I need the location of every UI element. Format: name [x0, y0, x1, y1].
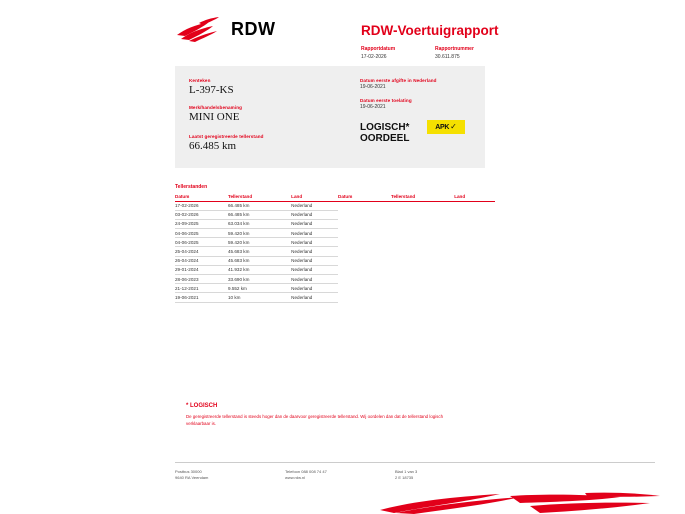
rdw-flame-logo-icon — [175, 16, 223, 42]
cell-spacer — [391, 265, 454, 274]
cell-datum: 28-06-2023 — [175, 275, 228, 284]
cell-land: Nederland — [291, 256, 338, 265]
cell-spacer — [454, 201, 495, 210]
table-body — [175, 201, 495, 302]
cell-spacer — [338, 201, 391, 210]
table-row — [175, 210, 495, 219]
cell-tellerstand: 10 km — [228, 293, 291, 302]
kenteken-value: L-397-KS — [189, 84, 234, 96]
cell-land: Nederland — [291, 293, 338, 302]
table-row — [175, 284, 495, 293]
cell-spacer — [454, 219, 495, 228]
cell-spacer — [338, 238, 391, 247]
footer-address-line1: Postbus 30000 — [175, 469, 202, 474]
cell-datum: 29-01-2024 — [175, 265, 228, 274]
rdw-logo — [175, 16, 276, 42]
cell-tellerstand: 45.683 km — [228, 256, 291, 265]
vehicle-summary-panel — [175, 66, 485, 168]
table-row — [175, 275, 495, 284]
cell-spacer — [391, 247, 454, 256]
cell-tellerstand: 66.485 km — [228, 201, 291, 210]
cell-land: Nederland — [291, 275, 338, 284]
apk-label: APK — [435, 123, 450, 131]
rdw-logo-text: RDW — [231, 18, 276, 39]
table-row — [175, 247, 495, 256]
table-header-row — [175, 193, 495, 201]
cell-tellerstand: 59.420 km — [228, 229, 291, 238]
table-row — [175, 229, 495, 238]
cell-datum: 19-06-2021 — [175, 293, 228, 302]
footer-address — [175, 469, 285, 514]
cell-datum: 24-09-2025 — [175, 219, 228, 228]
cell-land: Nederland — [291, 284, 338, 293]
cell-spacer — [391, 229, 454, 238]
cell-tellerstand: 59.420 km — [228, 238, 291, 247]
cell-datum: 25-04-2024 — [175, 247, 228, 256]
eerste-toelating-label: Datum eerste toelating — [360, 98, 412, 103]
report-date-field — [361, 46, 435, 60]
cell-spacer — [391, 201, 454, 210]
cell-land: Nederland — [291, 247, 338, 256]
footnote-body: De geregistreerde tellerstand is steeds hoger dan de daarvoor geregistreerde tellerstand. Wij oordelen dan dat de tellerstand logisch verklaarbaar is. — [186, 414, 444, 426]
cell-spacer — [338, 229, 391, 238]
cell-land: Nederland — [291, 238, 338, 247]
table-row — [175, 201, 495, 210]
cell-spacer — [454, 238, 495, 247]
cell-land: Nederland — [291, 265, 338, 274]
cell-spacer — [454, 229, 495, 238]
cell-spacer — [338, 256, 391, 265]
laatste-tellerstand-value: 66.485 km — [189, 140, 237, 152]
column-header-datum-left: Datum — [175, 193, 228, 201]
cell-spacer — [391, 210, 454, 219]
cell-spacer — [338, 284, 391, 293]
table-row — [175, 238, 495, 247]
cell-spacer — [391, 238, 454, 247]
cell-land: Nederland — [291, 201, 338, 210]
cell-tellerstand: 63.034 km — [228, 219, 291, 228]
oordeel-line-2: OORDEEL — [360, 133, 410, 144]
cell-datum: 21-12-2021 — [175, 284, 228, 293]
tellerstanden-title: Tellerstanden — [175, 184, 208, 190]
cell-spacer — [454, 275, 495, 284]
table-row — [175, 265, 495, 274]
cell-tellerstand: 45.683 km — [228, 247, 291, 256]
apk-badge — [427, 120, 465, 134]
cell-spacer — [454, 284, 495, 293]
footer-website[interactable]: www.rdw.nl — [285, 475, 306, 480]
cell-datum: 03-02-2026 — [175, 210, 228, 219]
cell-tellerstand: 9.552 km — [228, 284, 291, 293]
cell-spacer — [391, 293, 454, 302]
tellerstanden-section — [175, 184, 495, 303]
column-header-land-right: Land — [454, 193, 495, 201]
cell-spacer — [454, 210, 495, 219]
cell-datum: 04-06-2025 — [175, 229, 228, 238]
cell-datum: 17-02-2026 — [175, 201, 228, 210]
report-number-field — [435, 46, 509, 60]
table-row — [175, 293, 495, 302]
footnote-title: * LOGISCH — [186, 403, 218, 409]
report-meta — [361, 46, 509, 60]
report-date-value: 17-02-2026 — [361, 54, 387, 60]
page-number: Blad 1 van 3 — [395, 469, 418, 474]
eerste-afgifte-label: Datum eerste afgifte in Nederland — [360, 78, 437, 83]
cell-spacer — [391, 219, 454, 228]
cell-tellerstand: 66.485 km — [228, 210, 291, 219]
check-icon: ✓ — [450, 122, 457, 131]
cell-tellerstand: 41.932 km — [228, 265, 291, 274]
page-title: RDW-Voertuigrapport — [361, 23, 499, 38]
cell-land: Nederland — [291, 229, 338, 238]
cell-spacer — [391, 275, 454, 284]
oordeel-block — [360, 122, 409, 144]
cell-spacer — [338, 210, 391, 219]
document-header — [175, 10, 655, 58]
footer-contact — [285, 469, 395, 514]
cell-spacer — [454, 256, 495, 265]
report-number-label: Rapportnummer — [435, 46, 474, 52]
oordeel-line-1: LOGISCH* — [360, 122, 410, 133]
table-row — [175, 256, 495, 265]
table-row — [175, 219, 495, 228]
merk-label: Merk/handelsbenaming — [189, 105, 243, 110]
logisch-footnote — [186, 403, 456, 427]
cell-spacer — [454, 265, 495, 274]
tellerstanden-table — [175, 193, 495, 303]
footer-address-line2: 9640 RA Veendam — [175, 475, 209, 480]
cell-datum: 04-06-2025 — [175, 238, 228, 247]
report-number-value: 30.611.875 — [435, 54, 460, 60]
cell-spacer — [391, 284, 454, 293]
column-header-land-left: Land — [291, 193, 338, 201]
column-header-tellerstand-right: Tellerstand — [391, 193, 454, 201]
column-header-datum-right: Datum — [338, 193, 391, 201]
rdw-footer-flame-icon — [380, 492, 660, 514]
cell-spacer — [338, 275, 391, 284]
cell-spacer — [391, 256, 454, 265]
report-date-label: Rapportdatum — [361, 46, 396, 52]
eerste-afgifte-value: 19-06-2021 — [360, 84, 386, 90]
summary-right-column — [360, 78, 480, 118]
cell-spacer — [338, 265, 391, 274]
laatste-tellerstand-label: Laatst geregistreerde tellerstand — [189, 134, 264, 139]
kenteken-label: Kenteken — [189, 78, 211, 83]
cell-spacer — [454, 247, 495, 256]
cell-land: Nederland — [291, 210, 338, 219]
cell-spacer — [338, 219, 391, 228]
footer-phone: Telefoon 088 008 74 47 — [285, 469, 327, 474]
cell-tellerstand: 33.690 km — [228, 275, 291, 284]
eerste-toelating-value: 19-06-2021 — [360, 104, 386, 110]
footer-doc-code: 2 E 18735 — [395, 475, 414, 480]
summary-bottom-column — [189, 134, 264, 161]
cell-datum: 26-04-2024 — [175, 256, 228, 265]
merk-value: MINI ONE — [189, 111, 240, 123]
cell-spacer — [454, 293, 495, 302]
cell-land: Nederland — [291, 219, 338, 228]
cell-spacer — [338, 247, 391, 256]
column-header-tellerstand-left: Tellerstand — [228, 193, 291, 201]
cell-spacer — [338, 293, 391, 302]
summary-left-column — [189, 78, 339, 132]
